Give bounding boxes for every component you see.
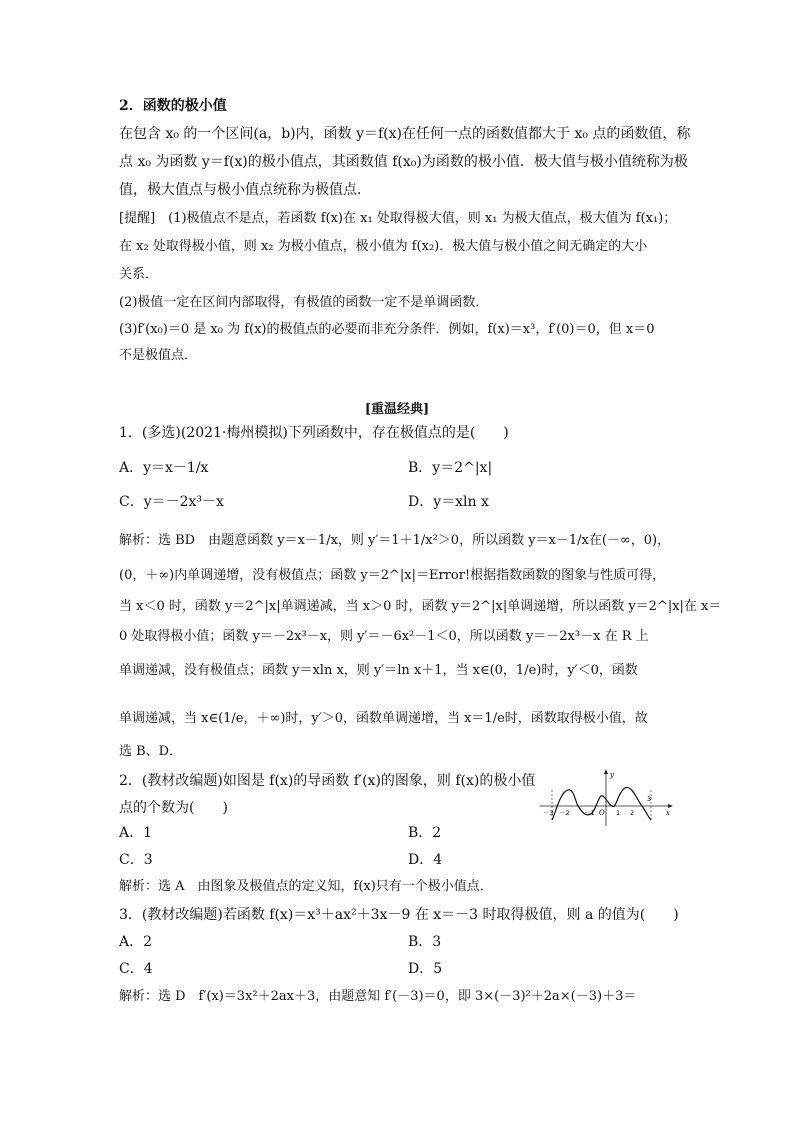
q3-option-b: B．3 — [408, 934, 442, 950]
q1-option-b: B．y＝2^|x| — [408, 460, 493, 476]
q2-option-b: B．2 — [408, 825, 442, 841]
q1-stem: 1．(多选)(2021·梅州模拟)下列函数中，存在极值点的是( ) — [119, 425, 509, 441]
section-heading: 2．函数的极小值 — [119, 98, 227, 114]
q2-stem-line-1: 2．(教材改编题)如图是 f(x)的导函数 f′(x)的图象，则 f(x)的极小值 — [119, 773, 536, 789]
tip-line-4: (2)极值一定在区间内部取得，有极值的函数一定不是单调函数． — [119, 295, 489, 310]
q3-option-d: D．5 — [408, 961, 443, 977]
definition-line-2: 点 x₀ 为函数 y＝f(x)的极小值点，其函数值 f(x₀)为函数的极小值．极大值与极小值统称为极 — [119, 154, 688, 170]
q3-solution: 解析：选 D f′(x)＝3x²＋2ax＋3，由题意知 f′(－3)＝0，即 3×(－3)²＋2a×(－3)＋3＝ — [119, 989, 637, 1004]
q3-stem: 3．(教材改编题)若函数 f(x)＝x³＋ax²＋3x－9 在 x＝－3 时取得极值，则 a 的值为( ) — [119, 907, 679, 923]
tick-label: 3 — [647, 795, 652, 803]
tick-label: －3 — [543, 809, 554, 817]
tip-line-6: 不是极值点． — [119, 348, 198, 363]
q2-solution: 解析：选 A 由图象及极值点的定义知，f(x)只有一个极小值点． — [119, 879, 493, 894]
q2-option-c: C．3 — [119, 852, 153, 868]
y-axis-label: y — [610, 771, 614, 779]
q2-stem-line-2: 点的个数为( ) — [119, 800, 228, 816]
tip-line-5: (3)f′(x₀)＝0 是 x₀ 为 f(x)的极值点的必要而非充分条件．例如，f(x)＝x³，f′(0)＝0，但 x＝0 — [119, 322, 655, 337]
tip-line-1: [提醒] (1)极值点不是点，若函数 f(x)在 x₁ 处取得极大值，则 x₁ 为极大值点，极大值为 f(x₁)； — [119, 211, 677, 226]
derivative-graph — [538, 768, 673, 828]
q3-option-c: C．4 — [119, 961, 153, 977]
q1-solution-line-3: 当 x＜0 时，函数 y＝2^|x|单调递减，当 x＞0 时，函数 y＝2^|x|单调递增，所以函数 y＝2^|x|在 x＝ — [119, 599, 722, 614]
tick-label: －2 — [559, 809, 570, 817]
q1-solution-line-1: 解析：选 BD 由题意函数 y＝x－1/x，则 y′＝1＋1/x²＞0，所以函数 y＝x－1/x在(－∞，0)， — [119, 533, 671, 548]
definition-line-3: 值，极大值点与极小值点统称为极值点． — [119, 182, 371, 198]
q1-solution-line-2: (0，＋∞)内单调递增，没有极值点；函数 y＝2^|x|＝Error!根据指数函数的图象与性质可得， — [119, 568, 666, 583]
q3-option-a: A．2 — [119, 934, 153, 950]
tip-line-3: 关系． — [119, 267, 159, 282]
tick-label: 2 — [630, 809, 635, 817]
q1-option-d: D．y＝xln x — [408, 494, 489, 510]
x-axis-arrow-icon — [668, 804, 673, 808]
tick-label: －1 — [584, 809, 595, 817]
q1-solution-line-7: 选 B、D． — [119, 744, 183, 759]
tick-label: 1 — [616, 809, 621, 817]
q1-solution-line-4: 0 处取得极小值；函数 y＝－2x³－x，则 y′＝－6x²－1＜0，所以函数 y＝－2x³－x 在 R 上 — [119, 629, 649, 644]
q2-option-d: D．4 — [408, 852, 443, 868]
q1-solution-line-5: 单调递减，没有极值点；函数 y＝xln x，则 y′＝ln x＋1，当 x∈(0，1/e)时，y′＜0，函数 — [119, 663, 638, 678]
q2-option-a: A．1 — [119, 825, 153, 841]
definition-line-1: 在包含 x₀ 的一个区间(a，b)内，函数 y＝f(x)在任何一点的函数值都大于 x₀ 点的函数值，称 — [119, 126, 691, 142]
origin-label: O — [599, 809, 605, 817]
y-axis-arrow-icon — [604, 769, 608, 774]
x-axis-label: x — [666, 809, 670, 817]
q1-solution-line-6: 单调递减，当 x∈(1/e，＋∞)时，y′＞0，函数单调递增，当 x＝1/e时，函数取得极小值，故 — [119, 711, 648, 726]
tip-line-2: 在 x₂ 处取得极小值，则 x₂ 为极小值点，极小值为 f(x₂)．极大值与极小值之间无确定的大小 — [119, 239, 648, 254]
review-title: [重温经典] — [364, 402, 430, 417]
q1-option-a: A．y＝x－1/x — [119, 460, 209, 476]
q1-option-c: C．y＝－2x³－x — [119, 494, 224, 510]
